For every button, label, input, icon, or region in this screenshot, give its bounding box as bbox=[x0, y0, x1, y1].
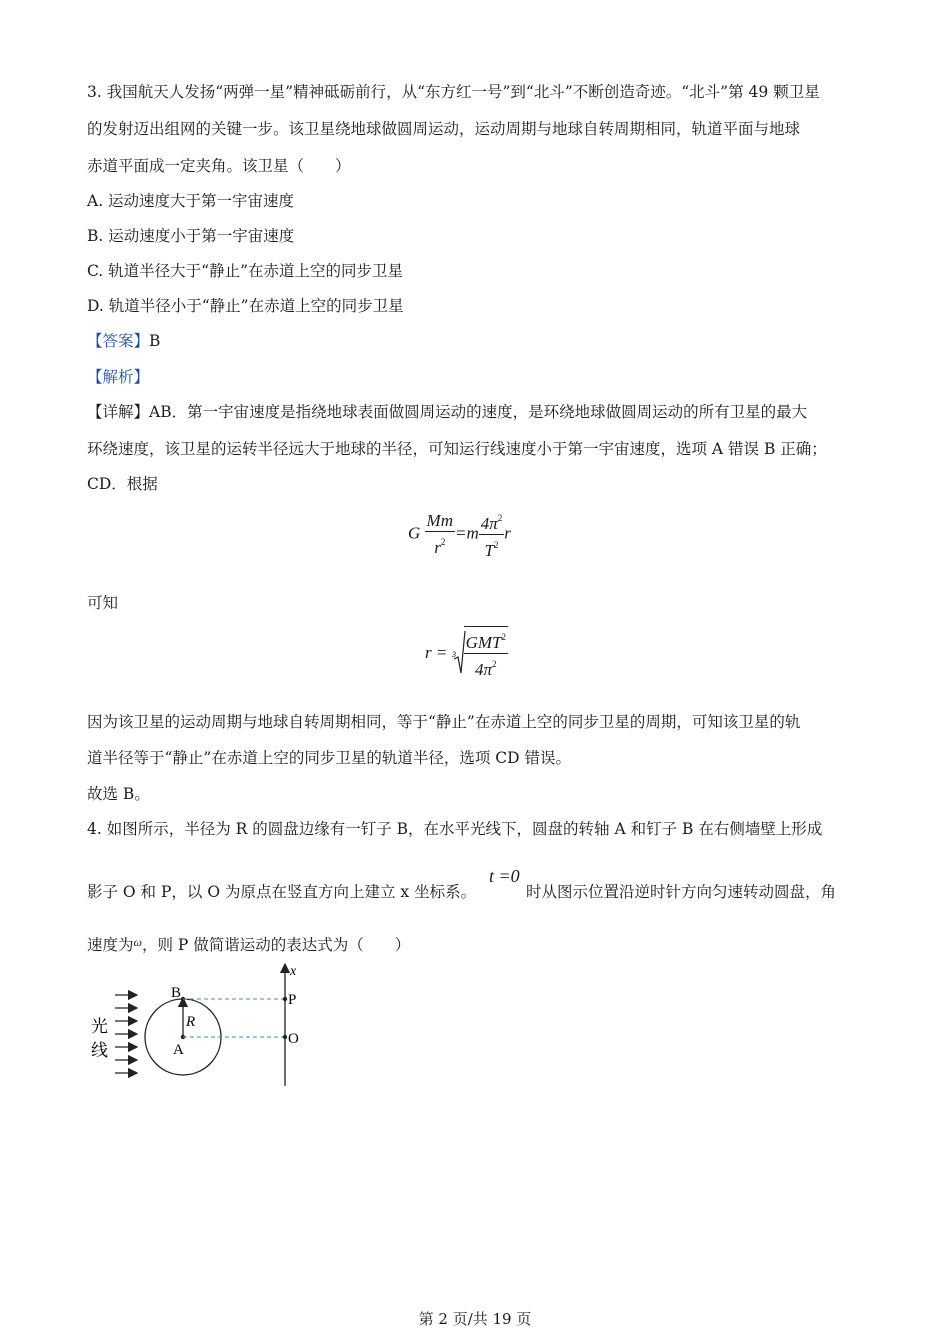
q3-stem-line-3: 赤道平面成一定夹角。该卫星（ ） bbox=[87, 157, 351, 175]
denominator-t2 bbox=[479, 535, 505, 561]
q3-answer bbox=[87, 331, 160, 351]
q3-stem-line-1: 3. 我国航天人发扬“两弹一星”精神砥砺前行，从“东方红一号”到“北斗”不断创造奇迹。“北斗”第 49 颗卫星 bbox=[87, 83, 820, 101]
denominator-r2 bbox=[425, 532, 455, 558]
shadow-point-o bbox=[283, 1035, 287, 1039]
q3-detail-line-1 bbox=[87, 402, 807, 422]
numerator-4pi2 bbox=[479, 508, 505, 535]
q3-option-d: D. 轨道半径小于“静止”在赤道上空的同步卫星 bbox=[87, 297, 404, 315]
label-a: A bbox=[173, 1042, 184, 1058]
den-4pi-exp: 2 bbox=[492, 659, 497, 669]
answer-tag: 【答案】 bbox=[87, 332, 150, 350]
stem3-prefix: 速度为 bbox=[87, 936, 134, 954]
t-equals-zero: t =0 bbox=[489, 866, 520, 886]
fraction-gmt2-over-4pi2 bbox=[464, 626, 508, 680]
q3-stem-line-2: 的发射迈出组网的关键一步。该卫星绕地球做圆周运动，运动周期与地球自转周期相同，轨道平面与地球 bbox=[87, 120, 801, 138]
formula-g: G bbox=[408, 523, 421, 543]
numerator-gmt2 bbox=[464, 627, 508, 654]
light-rays bbox=[115, 995, 137, 1073]
light-label-2: 线 bbox=[91, 1041, 108, 1061]
light-label-1: 光 bbox=[91, 1017, 108, 1037]
formula-eq-m: =m bbox=[454, 523, 479, 543]
answer-value: B bbox=[149, 332, 161, 350]
den-4pi: 4π bbox=[475, 660, 493, 679]
q3-detail-line-3: CD．根据 bbox=[87, 475, 158, 493]
shadow-point-p bbox=[283, 997, 287, 1001]
label-x: x bbox=[290, 964, 297, 979]
label-p: P bbox=[288, 992, 297, 1008]
num-gmt: GMT bbox=[465, 633, 502, 652]
num-4pi: 4π bbox=[480, 514, 498, 533]
fraction-4pi2-over-t2 bbox=[479, 508, 505, 561]
label-r: R bbox=[186, 1014, 196, 1030]
denominator-4pi2 bbox=[464, 654, 508, 680]
kezhi-text: 可知 bbox=[87, 594, 119, 612]
num-gmt-exp: 2 bbox=[501, 632, 506, 642]
root-index: 3 bbox=[451, 650, 456, 659]
fraction-mm-over-r2 bbox=[425, 511, 455, 558]
den-t-exp: 2 bbox=[493, 540, 499, 550]
den-r: r bbox=[434, 538, 441, 557]
q4-stem-line-3 bbox=[87, 932, 410, 955]
q4-stem-line-1: 4. 如图所示，半径为 R 的圆盘边缘有一钉子 B，在水平光线下，圆盘的转轴 A 和钉子 B 在右侧墙壁上形成 bbox=[87, 820, 823, 838]
formula-r-eq: r = bbox=[425, 643, 448, 662]
q4-stem-line-2b: 时从图示位置沿逆时针方向匀速转动圆盘，角 bbox=[526, 883, 837, 901]
den-r-exp: 2 bbox=[440, 537, 446, 547]
stem3-suffix: ，则 P 做简谐运动的表达式为（ ） bbox=[142, 936, 411, 954]
q3-option-a: A. 运动速度大于第一宇宙速度 bbox=[87, 192, 295, 210]
q3-analysis-tag: 【解析】 bbox=[87, 368, 150, 386]
label-b: B bbox=[171, 985, 182, 1001]
formula-r: r bbox=[504, 523, 511, 543]
q4-stem-line-2a: 影子 O 和 P，以 O 为原点在竖直方向上建立 x 坐标系。 bbox=[87, 883, 477, 901]
radius-formula bbox=[425, 626, 508, 680]
disk-shadow-diagram bbox=[85, 962, 325, 1092]
omega-symbol: ω bbox=[133, 935, 142, 949]
q3-option-b: B. 运动速度小于第一宇宙速度 bbox=[87, 227, 295, 245]
gravity-formula bbox=[408, 508, 511, 561]
q3-detail-line-2: 环绕速度，该卫星的运转半径远大于地球的半径，可知运行线速度小于第一宇宙速度，选项 A 错误 B 正确； bbox=[87, 440, 827, 458]
q3-conclusion-line-1: 因为该卫星的运动周期与地球自转周期相同，等于“静止”在赤道上空的同步卫星的周期，可知该卫星的轨 bbox=[87, 713, 801, 731]
label-o: O bbox=[288, 1031, 299, 1047]
den-t: T bbox=[484, 541, 494, 560]
detail-text-1: AB．第一宇宙速度是指绕地球表面做圆周运动的速度，是环绕地球做圆周运动的所有卫星的最大 bbox=[149, 403, 808, 421]
q3-option-c: C. 轨道半径大于“静止”在赤道上空的同步卫星 bbox=[87, 262, 404, 280]
page-footer: 第 2 页/共 19 页 bbox=[418, 1310, 532, 1328]
numerator-mm: Mm bbox=[426, 511, 453, 530]
detail-tag: 【详解】 bbox=[87, 403, 150, 421]
q3-conclusion-line-3: 故选 B。 bbox=[87, 785, 150, 803]
q3-conclusion-line-2: 道半径等于“静止”在赤道上空的同步卫星的轨道半径，选项 CD 错误。 bbox=[87, 749, 571, 767]
num-4pi-exp: 2 bbox=[497, 513, 503, 523]
